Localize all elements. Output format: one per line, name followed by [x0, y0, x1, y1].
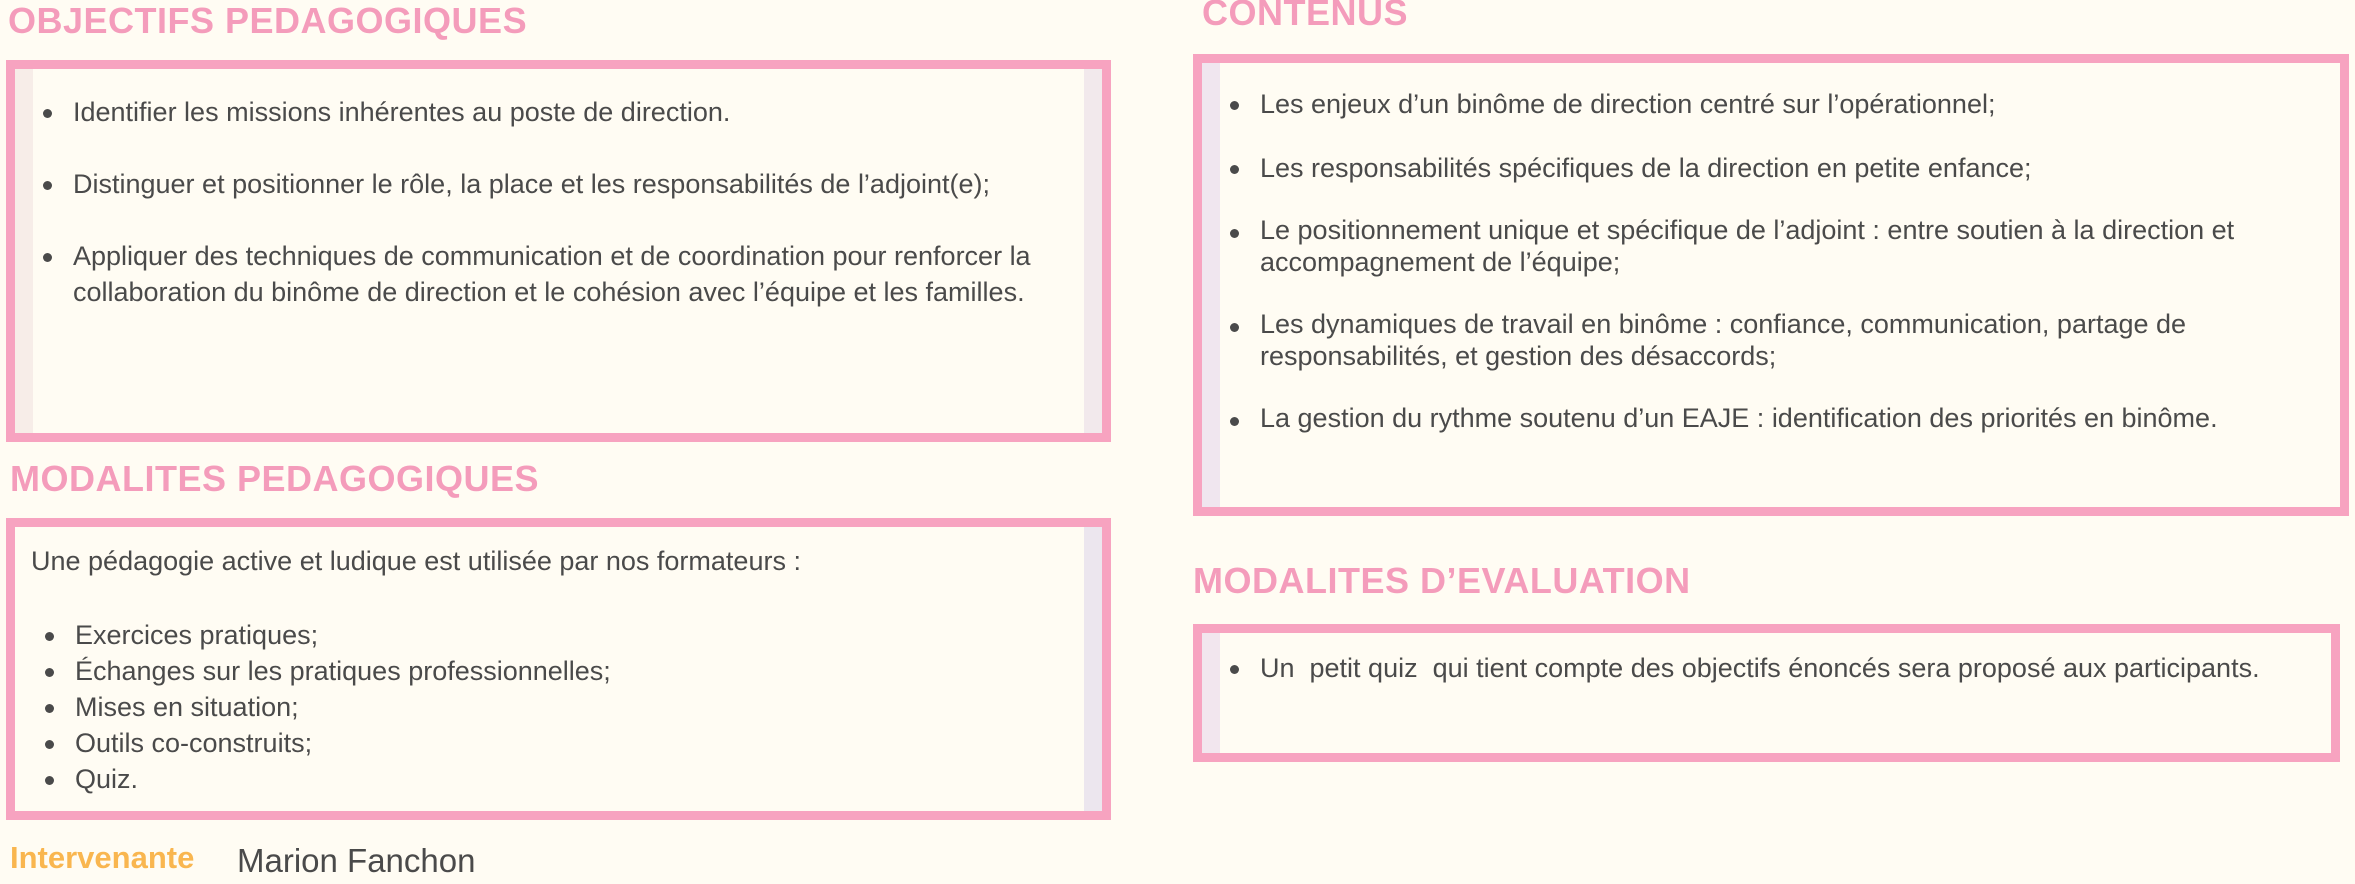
list-item: Un petit quiz qui tient compte des objectifs énoncés sera proposé aux participants.	[1220, 650, 2310, 686]
contenus-heading: CONTENUS	[1202, 0, 1409, 33]
evaluation-list	[1220, 650, 2310, 686]
list-item: Identifier les missions inhérentes au poste de direction.	[33, 94, 1063, 130]
list-item: La gestion du rythme soutenu d’un EAJE : identification des priorités en binôme.	[1220, 402, 2320, 434]
modalites-right-stripe	[1084, 527, 1102, 811]
modalites-evaluation-heading: MODALITES D’EVALUATION	[1193, 560, 1691, 601]
objectifs-box	[6, 60, 1111, 442]
contenus-box	[1193, 54, 2349, 516]
list-item: Appliquer des techniques de communication et de coordination pour renforcer la collaboration du binôme de direction et le cohésion avec l’équipe et les familles.	[33, 238, 1063, 310]
list-item: Mises en situation;	[35, 689, 1075, 725]
list-item: Distinguer et positionner le rôle, la place et les responsabilités de l’adjoint(e);	[33, 166, 1063, 202]
objectifs-heading: OBJECTIFS PEDAGOGIQUES	[8, 0, 528, 41]
list-item: Exercices pratiques;	[35, 617, 1075, 653]
list-item: Les enjeux d’un binôme de direction centré sur l’opérationnel;	[1220, 86, 2320, 122]
list-item: Les responsabilités spécifiques de la direction en petite enfance;	[1220, 150, 2320, 186]
objectifs-list	[33, 94, 1063, 310]
contenus-left-stripe	[1202, 63, 1220, 507]
list-item: Quiz.	[35, 761, 1075, 797]
list-item: Les dynamiques de travail en binôme : confiance, communication, partage de responsabilités, et gestion des désaccords;	[1220, 308, 2320, 372]
objectifs-right-stripe	[1084, 69, 1102, 433]
modalites-intro: Une pédagogie active et ludique est utilisée par nos formateurs :	[31, 546, 801, 576]
modalites-evaluation-box	[1193, 624, 2340, 762]
list-item: Le positionnement unique et spécifique de l’adjoint : entre soutien à la direction et accompagnement de l’équipe;	[1220, 214, 2320, 278]
modalites-list	[35, 617, 1075, 797]
list-item: Échanges sur les pratiques professionnelles;	[35, 653, 1075, 689]
modalites-pedagogiques-box	[6, 518, 1111, 820]
objectifs-left-stripe	[15, 69, 33, 433]
modalites-pedagogiques-heading: MODALITES PEDAGOGIQUES	[10, 458, 540, 499]
contenus-list	[1220, 86, 2320, 434]
intervenante-name: Marion Fanchon	[237, 842, 476, 879]
evaluation-left-stripe	[1202, 633, 1220, 753]
intervenante-label: Intervenante	[10, 840, 195, 875]
list-item: Outils co-construits;	[35, 725, 1075, 761]
